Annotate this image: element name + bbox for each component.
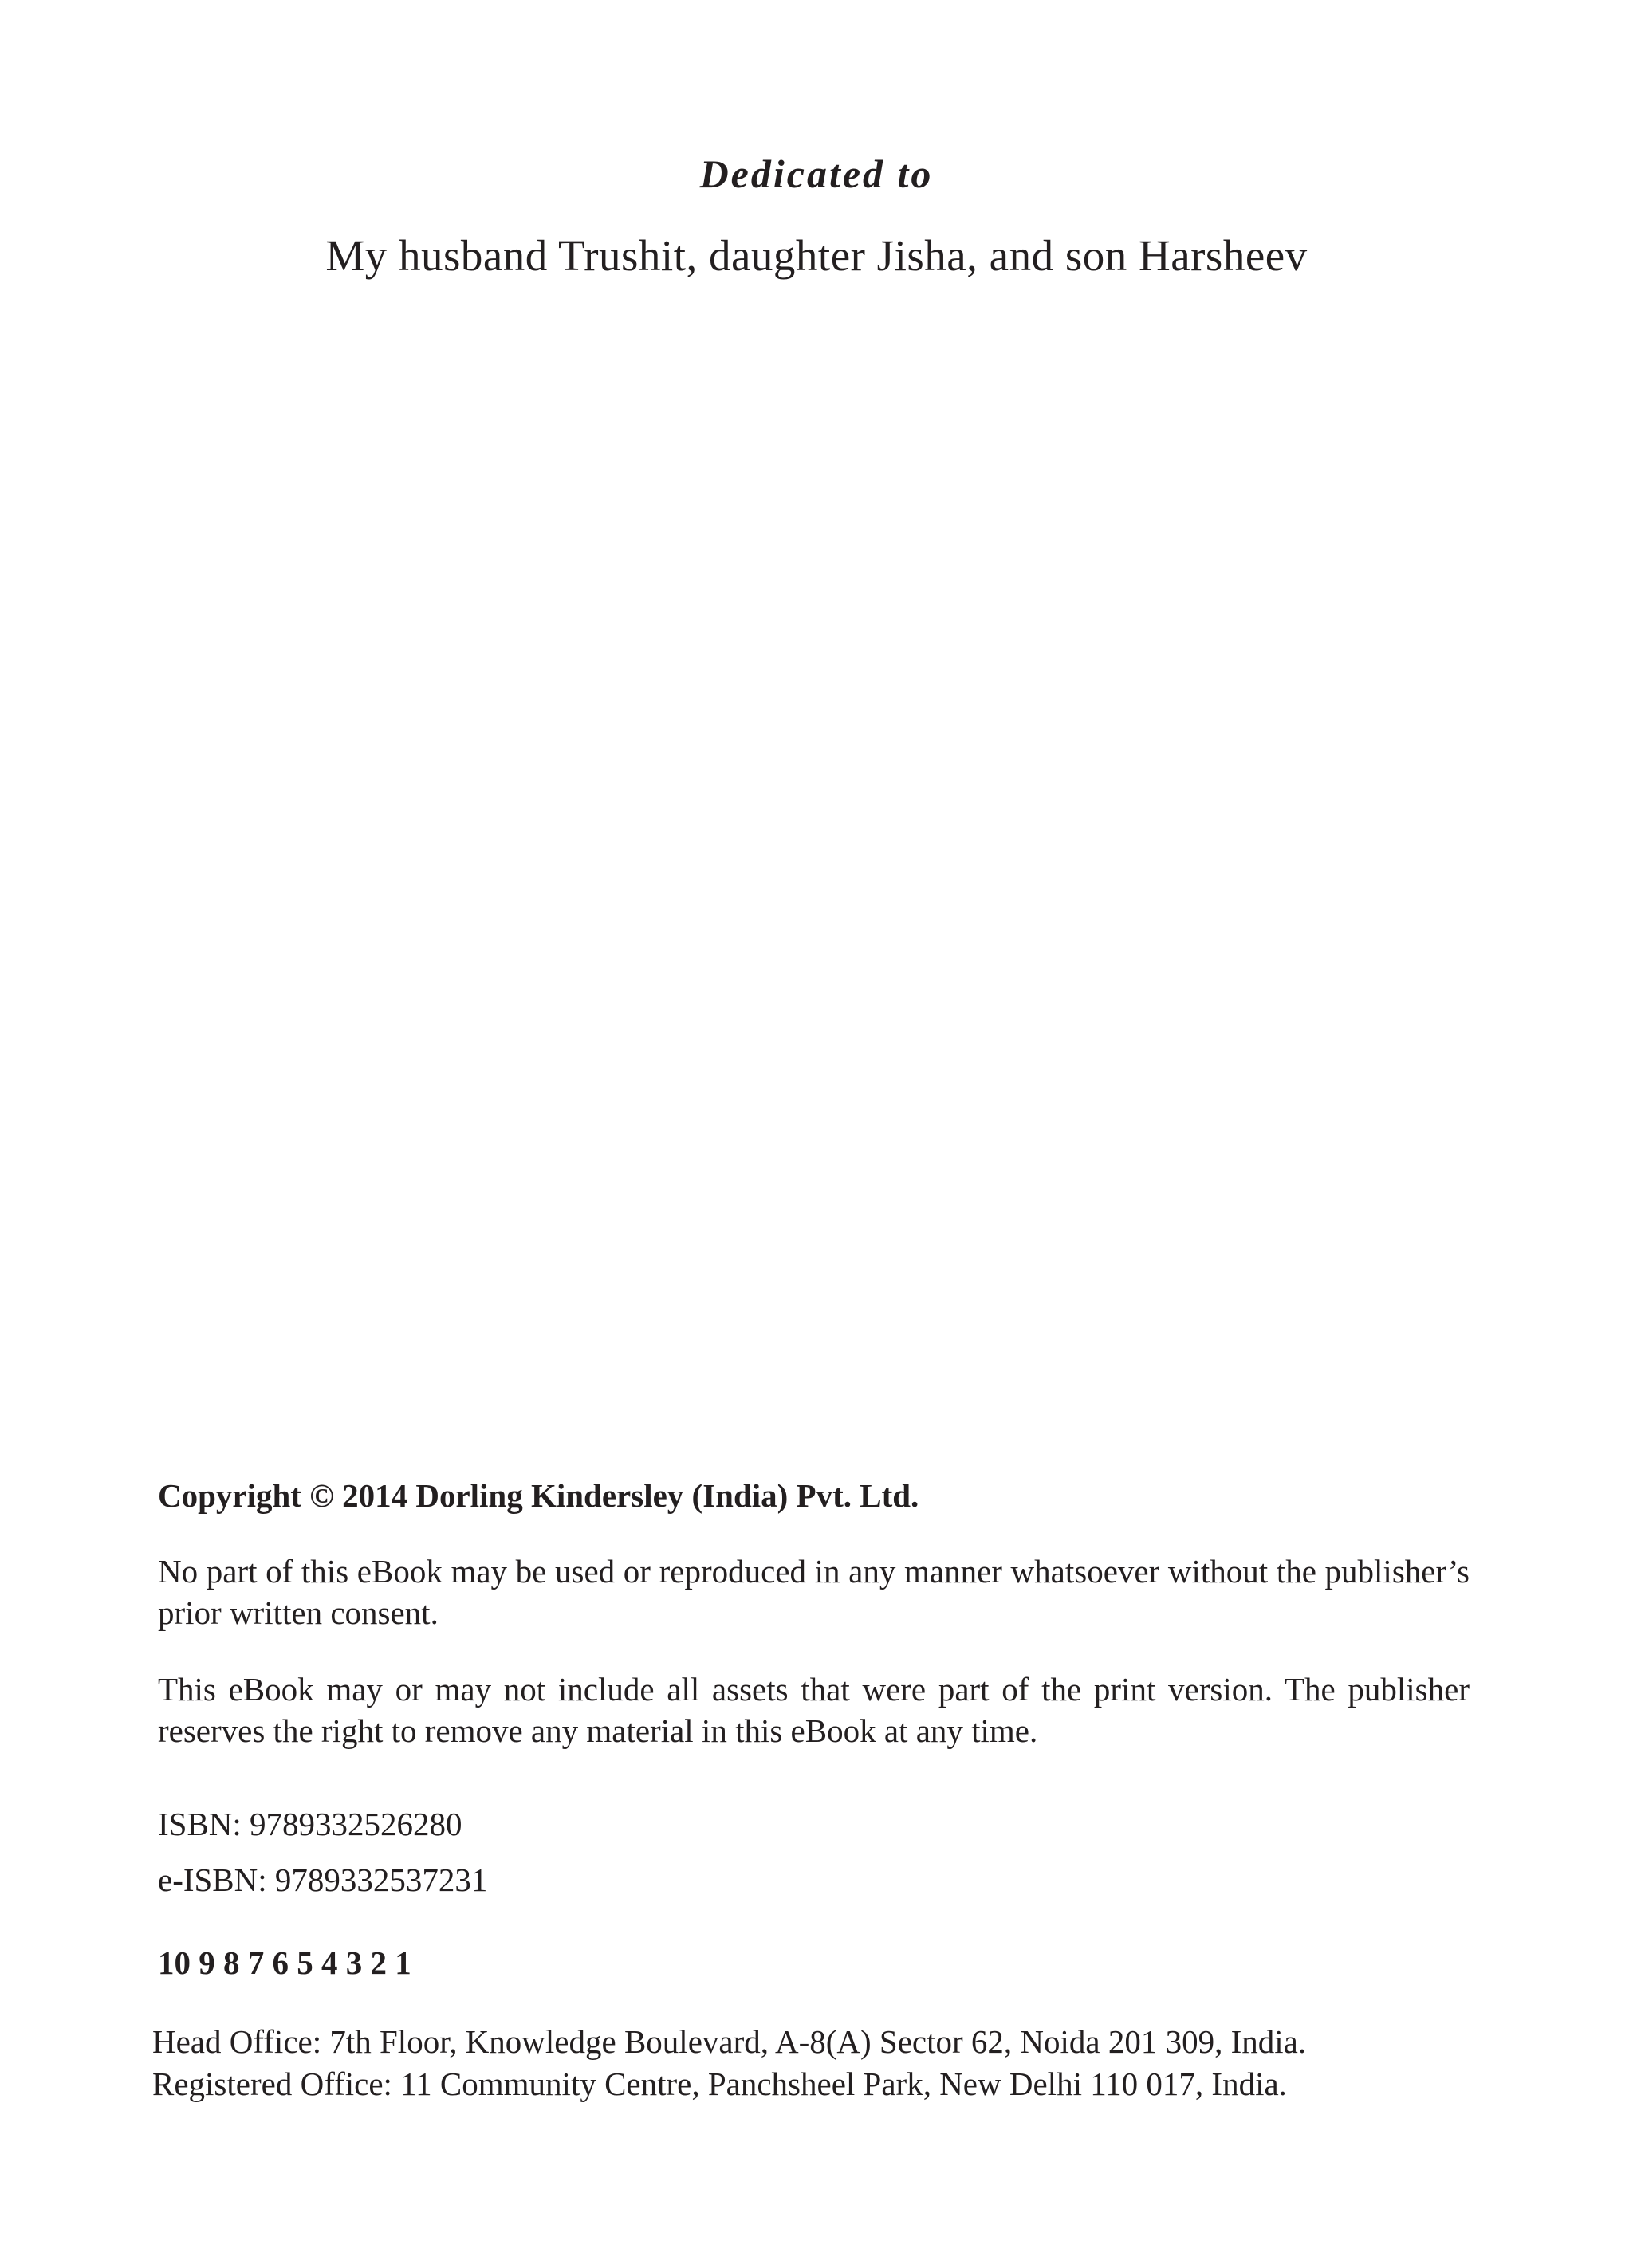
copyright-paragraph-reproduction: No part of this eBook may be used or reproduced in any manner whatsoever without the publisher’s prior written consent. [158,1553,1470,1631]
copyright-paragraph-assets: This eBook may or may not include all assets that were part of the print version. The publisher reserves the right to remove any material in this eBook at any time. [158,1671,1470,1749]
isbn-line: ISBN: 9789332526280 [158,1806,462,1842]
dedication-heading: Dedicated to [699,151,934,196]
eisbn-line: e-ISBN: 9789332537231 [158,1861,488,1898]
copyright-title: Copyright © 2014 Dorling Kindersley (India) Pvt. Ltd. [158,1477,919,1514]
registered-office-address: Registered Office: 11 Community Centre, Panchsheel Park, New Delhi 110 017, India. [152,2066,1287,2102]
dedication-text: My husband Trushit, daughter Jisha, and son Harsheev [325,231,1308,280]
head-office-address: Head Office: 7th Floor, Knowledge Boulevard, A-8(A) Sector 62, Noida 201 309, India. [152,2023,1307,2060]
printing-number-line: 10 9 8 7 6 5 4 3 2 1 [158,1944,411,1981]
